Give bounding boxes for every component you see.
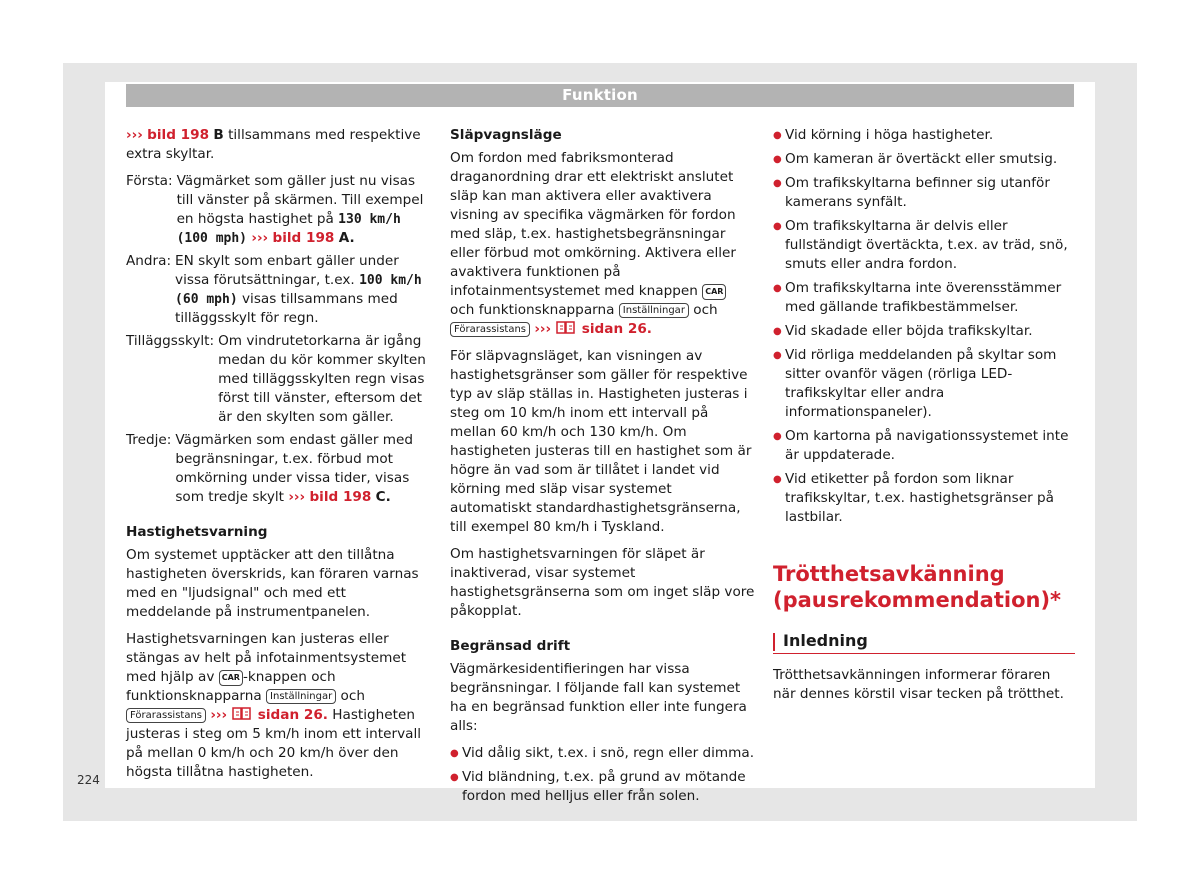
column-3	[773, 126, 1075, 712]
arrow-icon: ›››	[251, 230, 269, 246]
definition-text-end: visas tillsammans med tilläggsskylt för regn.	[175, 291, 398, 326]
list-item: ● Om trafikskyltarna inte överensstämmer med gällande trafikbestämmelser.	[773, 279, 1075, 317]
intro-paragraph	[126, 126, 431, 164]
paragraph-trailer-1	[450, 149, 755, 339]
speed-value-mph: (60 mph)	[175, 292, 238, 307]
paragraph-trailer-2: För släpvagnsläget, kan visningen av hastighetsgränser som gäller för respektive typ av släp ställas in. Hastigheten justeras i steg om 10 km/h inom ett intervall på mellan 60 km/h och 130 km/h. Om hastigheten justeras till en hastighet som är högre än vad som är tillåtet i landet vid körning med släp visar systemet automatiskt standardhastighetsgränserna, till exempel 80 km/h i Tyskland.	[450, 348, 752, 535]
definition-body	[175, 252, 431, 328]
list-item: ● Vid rörliga meddelanden på skyltar som sitter ovanför vägen (rörliga LED-trafikskyltar eller andra informationspaneler).	[773, 346, 1075, 422]
section-header-bar	[126, 84, 1074, 107]
car-button-icon: CAR	[702, 284, 726, 300]
figure-letter: B	[213, 127, 224, 143]
book-reference-icon	[555, 320, 577, 335]
list-item: ● Vid skadade eller böjda trafikskyltar.	[773, 322, 1075, 341]
definition-first	[126, 172, 431, 248]
list-item: ● Om kameran är övertäckt eller smutsig.	[773, 150, 1075, 169]
heading-speed-warning: Hastighetsvarning	[126, 524, 268, 540]
car-button-icon: CAR	[219, 670, 243, 686]
settings-button-icon: Inställningar	[266, 689, 336, 704]
list-item: ● Om trafikskyltarna är delvis eller fullständigt övertäckta, t.ex. av träd, snö, smuts eller andra fordon.	[773, 217, 1075, 274]
page-link[interactable]: sidan 26.	[257, 707, 328, 723]
definition-body	[175, 431, 431, 507]
paragraph-speed-adjust	[126, 630, 431, 782]
figure-letter: C.	[375, 489, 391, 505]
paragraph-introduction: Trötthetsavkänningen informerar föraren när dennes körstil visar tecken på trötthet.	[773, 667, 1064, 702]
arrow-icon: ›››	[210, 707, 228, 723]
definition-second	[126, 252, 431, 328]
paragraph-limited: Vägmärkesidentifieringen har vissa begränsningar. I följande fall kan systemet ha en begränsad funktion eller inte fungera alls:	[450, 661, 747, 734]
list-item: ● Om kartorna på navigationssystemet inte är uppdaterade.	[773, 427, 1075, 465]
page-link[interactable]: sidan 26.	[581, 321, 652, 337]
paragraph-trailer-3: Om hastighetsvarningen för släpet är inaktiverad, visar systemet hastighetsgränserna som om inget släp vore påkopplat.	[450, 546, 755, 619]
definition-text: Vägmärken som endast gäller med begränsningar, t.ex. förbud mot omkörning under vissa tider, visas som tredje skylt	[175, 432, 414, 505]
heading-limited-operation: Begränsad drift	[450, 638, 571, 654]
definition-text: EN skylt som enbart gäller under vissa förutsättningar, t.ex.	[175, 253, 399, 288]
arrow-icon: ›››	[534, 321, 552, 337]
list-item: ● Vid etiketter på fordon som liknar trafikskyltar, t.ex. hastighetsgränser på lastbilar.	[773, 470, 1075, 527]
list-item: ● Vid dålig sikt, t.ex. i snö, regn eller dimma.	[450, 744, 755, 763]
column-2	[450, 126, 755, 811]
section-title-fatigue: Trötthetsavkänning (pausrekommendation)*	[773, 562, 1062, 612]
speed-value: 100 km/h	[359, 273, 422, 288]
assist-button-icon: Förarassistans	[126, 708, 206, 723]
settings-button-icon: Inställningar	[619, 303, 689, 318]
definition-third	[126, 431, 431, 507]
conjunction: och	[340, 688, 365, 704]
adjust-text-3: Hastigheten justeras i steg om 5 km/h inom ett intervall på mellan 0 km/h och 20 km/h över den högsta tillåtna hastigheten.	[126, 707, 422, 780]
figure-letter: A.	[338, 230, 355, 246]
list-item: ● Om trafikskyltarna befinner sig utanför kamerans synfält.	[773, 174, 1075, 212]
section-header-title: Funktion	[562, 86, 638, 104]
page-number: 224	[77, 773, 100, 787]
figure-link[interactable]: bild 198	[272, 230, 335, 246]
adjust-text-2: -knappen och funktionsknapparna	[126, 669, 336, 704]
definition-body	[177, 172, 431, 248]
heading-trailer-mode: Släpvagnsläge	[450, 127, 562, 143]
paragraph-speed-warning: Om systemet upptäcker att den tillåtna hastigheten överskrids, kan föraren varnas med en "ljudsignal" och med ett meddelande på instrumentpanelen.	[126, 547, 419, 620]
subheading-introduction: Inledning	[773, 631, 1075, 654]
speed-value-mph: (100 mph)	[176, 231, 248, 246]
figure-link[interactable]: bild 198	[309, 489, 372, 505]
list-item: ● Vid bländning, t.ex. på grund av mötande fordon med helljus eller från solen.	[450, 768, 755, 806]
speed-value: 130 km/h	[338, 212, 401, 227]
definition-body: Om vindrutetorkarna är igång medan du kör kommer skylten med tilläggsskylten regn visas först till vänster, eftersom det är den skylten som gäller.	[218, 333, 426, 425]
conjunction: och	[693, 302, 718, 318]
intro-text: tillsammans med respektive extra skyltar.	[126, 127, 421, 162]
definition-additional	[126, 332, 431, 427]
arrow-icon: ›››	[288, 489, 306, 505]
adjust-text: Hastighetsvarningen kan justeras eller stängas av helt på infotainmentsystemet med hjälp av	[126, 631, 407, 685]
column-1	[126, 126, 431, 790]
definition-term: Tilläggsskylt:	[126, 333, 215, 349]
definition-term: Andra:	[126, 253, 172, 269]
arrow-icon: ›››	[126, 127, 143, 143]
assist-button-icon: Förarassistans	[450, 322, 530, 337]
book-reference-icon	[231, 706, 253, 721]
definition-term: Tredje:	[126, 432, 172, 448]
trailer-text: Om fordon med fabriksmonterad draganordning drar ett elektriskt anslutet släp kan man aktivera eller avaktivera visning av specifika vägmärken för fordon med släp, t.ex. hastighetsbegränsningar eller förbud mot omkörning. Aktivera eller avaktivera funktionen på infotainmentsystemet med knappen	[450, 150, 736, 299]
definition-term: Första:	[126, 173, 173, 189]
figure-link[interactable]: bild 198	[147, 127, 210, 143]
definition-text: Vägmärket som gäller just nu visas till vänster på skärmen. Till exempel en högsta hastighet på	[176, 173, 424, 227]
trailer-text-2: och funktionsknapparna	[450, 302, 615, 318]
list-item: ● Vid körning i höga hastigheter.	[773, 126, 1075, 145]
